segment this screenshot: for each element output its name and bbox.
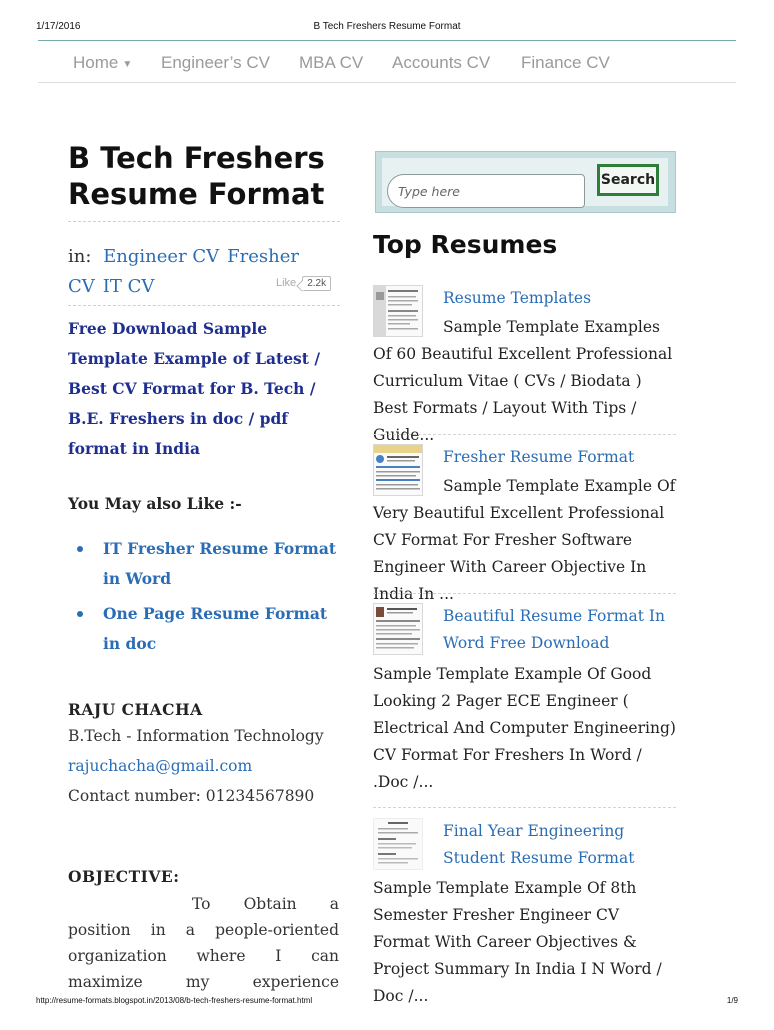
resume-item-title-link[interactable]: Final Year Engineering Student Resume Format [443, 822, 635, 867]
print-date: 1/17/2016 [36, 21, 81, 32]
resume-item [373, 285, 676, 444]
profile-degree: B.Tech - Information Technology [68, 727, 324, 745]
nav-item-finance-cv[interactable]: Finance CV [521, 53, 610, 72]
category-link-it-cv[interactable]: IT CV [102, 276, 155, 297]
like-count: 2.2k [302, 276, 331, 291]
search-input[interactable] [387, 174, 585, 208]
in-label: in: [68, 246, 92, 267]
print-page-number: 1/9 [726, 996, 738, 1005]
profile-name: RAJU CHACHA [68, 700, 203, 719]
nav-item-mba-cv[interactable]: MBA CV [299, 53, 364, 72]
nav-item-label: Home [73, 53, 119, 72]
resume-thumbnail[interactable] [373, 818, 423, 870]
print-doc-title: B Tech Freshers Resume Format [313, 21, 461, 32]
item-divider [373, 807, 676, 808]
also-like-link-one-page[interactable]: One Page Resume Format in doc [103, 599, 348, 659]
nav-item-home[interactable] [73, 53, 132, 73]
category-link-fresher-cv[interactable]: Fresher CV [68, 246, 300, 297]
resume-thumbnail[interactable] [373, 603, 423, 655]
title-divider [68, 221, 340, 222]
page-title: B Tech Freshers Resume Format [68, 141, 325, 211]
header-divider [38, 40, 736, 41]
resume-item-description: Sample Template Example Of Good Looking 2 Pager ECE Engineer ( Electrical And Computer Engineering) CV Format For Freshers In Word / .Doc /... [373, 665, 676, 791]
top-nav [38, 44, 736, 83]
resume-item [373, 444, 676, 603]
also-like-list [103, 534, 348, 664]
nav-item-engineers-cv[interactable]: Engineer’s CV [161, 53, 270, 72]
item-divider [373, 434, 676, 435]
profile-contact: Contact number: 01234567890 [68, 787, 315, 805]
also-like-heading: You May also Like :- [68, 494, 242, 513]
print-url: http://resume-formats.blogspot.in/2013/08/b-tech-freshers-resume-format.html [36, 996, 313, 1005]
categories-divider [68, 305, 340, 306]
like-widget[interactable] [276, 276, 331, 291]
post-categories [68, 242, 343, 302]
like-label: Like [276, 277, 297, 289]
profile-email-link[interactable]: rajuchacha@gmail.com [68, 757, 253, 775]
resume-item [373, 818, 676, 1005]
objective-text: To Obtain a position in a people-oriented organization where I can maximize my experience [68, 895, 339, 991]
objective-heading: OBJECTIVE: [68, 867, 180, 886]
category-link-engineer-cv[interactable]: Engineer CV [103, 246, 220, 267]
resume-item-title-link[interactable]: Resume Templates [443, 289, 592, 307]
resume-item-description: Sample Template Example Of 8th Semester Fresher Engineer CV Format With Career Objectives & Project Summary In India I N Word / Doc /... [373, 879, 662, 1005]
search-widget [375, 151, 676, 213]
resume-item-description: Sample Template Example Of Very Beautiful Excellent Professional CV Format For Fresher Software Engineer With Career Objective In India In ... [373, 477, 676, 603]
post-intro: Free Download Sample Template Example of Latest / Best CV Format for B. Tech / B.E. Freshers in doc / pdf format in India [68, 319, 320, 458]
search-button[interactable]: Search [597, 164, 659, 196]
nav-item-accounts-cv[interactable]: Accounts CV [392, 53, 491, 72]
top-resumes-title: Top Resumes [373, 230, 558, 259]
chevron-down-icon: ▼ [122, 59, 133, 70]
also-like-link-it-fresher[interactable]: IT Fresher Resume Format in Word [103, 534, 348, 594]
resume-item-description: Sample Template Examples Of 60 Beautiful Excellent Professional Curriculum Vitae ( CVs / Biodata ) Best Formats / Layout With Tips / Guide... [373, 318, 673, 444]
resume-item [373, 603, 676, 799]
resume-item-title-link[interactable]: Beautiful Resume Format In Word Free Download [443, 607, 666, 652]
print-header [0, 0, 774, 40]
resume-item-title-link[interactable]: Fresher Resume Format [443, 448, 635, 466]
item-divider [373, 593, 676, 594]
